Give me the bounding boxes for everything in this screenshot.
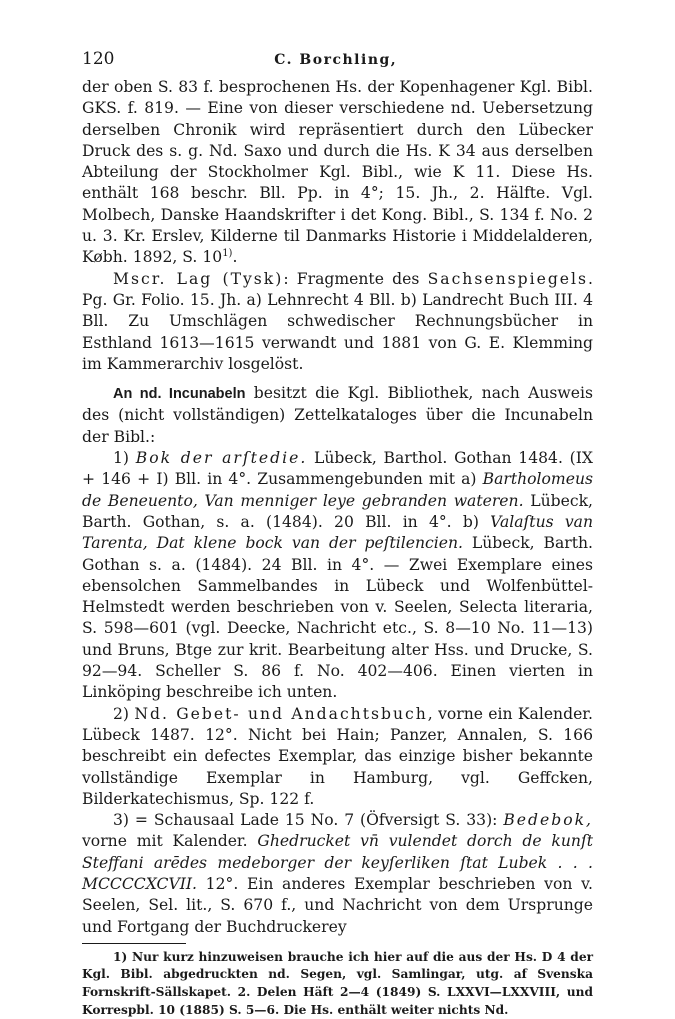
text-run: Lübeck, Barthol. Gothan 1484. (IX + 146 + I) Bll. in 4°. Zusammengebunden mit a) xyxy=(82,449,593,489)
page-number: 120 xyxy=(82,49,115,69)
text-run: , vorne ein Kalender. Lübeck 1487. 12°. Nicht bei Hain; Panzer, Annalen, S. 166 beschreibt ein defectes Exemplar, das einzige bisher bekannte vollständige Exemplar in Hamburg, vgl. Geffcken, Bilderkatechismus, Sp. 122 f. xyxy=(82,704,593,808)
work-title: Nd. Gebet- und Andachtsbuch xyxy=(134,704,428,723)
paragraph-5 xyxy=(82,704,593,810)
text-run: . xyxy=(232,248,238,267)
text-run: Lübeck, Barth. Gothan, s. a. (1484). 20 Bll. in 4°. b) xyxy=(82,491,593,531)
work-title: Sachsenspiegels xyxy=(427,269,589,288)
work-title: Bartholomeus de Beneuento, Van menniger leye gebranden wateren. xyxy=(82,470,593,510)
paragraph-6 xyxy=(82,810,593,938)
paragraph-3 xyxy=(82,383,593,448)
shelfmark: Mscr. Lag (Tysk) xyxy=(113,269,284,288)
work-title: Valaſtus van Tarenta, Dat klene bock van der peſtilencien. xyxy=(82,512,593,553)
paragraph-1 xyxy=(82,77,593,269)
paragraph-4 xyxy=(82,448,593,704)
text-run: 2) xyxy=(113,704,135,723)
text-run: 1) xyxy=(113,449,136,468)
work-title: Bedebok, xyxy=(503,811,593,830)
paragraph-2 xyxy=(82,269,593,375)
text-run: Lübeck, Barth. Gothan s. a. (1484). 24 Bll. in 4°. — Zwei Exemplare eines ebensolchen Sammelbandes in Lübeck und Wolfenbüttel-Helmstedt werden beschrieben von v. Seelen, Selecta literaria, S. 598—601 (vgl. Deecke, Nachricht etc., S. 8—10 No. 11—13) und Bruns, Btge zur krit. Bearbeitung alter Hss. und Drucke, S. 92—94. Scheller S. 86 f. No. 402—406. Einen vierten in Linköping beschreibe ich unten. xyxy=(82,534,593,702)
work-title: Bok der arſtedie. xyxy=(135,449,308,468)
text-run: . Pg. Gr. Folio. 15. Jh. a) Lehnrecht 4 Bll. b) Landrecht Buch III. 4 Bll. Zu Umschlägen schwedischer Rechnungsbücher in Esthland 1613—1615 verwandt und 1881 von G. E. Klemming im Kammerarchiv losgelöst. xyxy=(82,269,593,373)
footnote-marker: 1) xyxy=(222,248,233,260)
running-head xyxy=(82,48,593,71)
text-run: besitzt die Kgl. Bibliothek, nach Ausweis des (nicht vollständigen) Zettelkataloges über die Incunabeln der Bibl.: xyxy=(82,384,593,446)
colophon: Ghedrucket vn̄ vulendet dorch de kunſt Steffani arēdes medeborger der keyſerliken ſtat Lubek . . . MCCCCXCVII. xyxy=(82,832,593,893)
main-text xyxy=(82,77,593,938)
text-run: vorne mit Kalender. xyxy=(82,832,258,851)
section-heading: An nd. Incunabeln xyxy=(113,386,246,403)
footnote-rule xyxy=(82,943,186,944)
text-run: der oben S. 83 f. besprochenen Hs. der Kopenhagener Kgl. Bibl. GKS. f. 819. — Eine von dieser verschiedene nd. Uebersetzung derselben Chronik wird repräsentiert durch den Lübecker Druck des s. g. Nd. Saxo und durch die Hs. K 34 aus derselben Abteilung der Stockholmer Kgl. Bibl., wie K 11. Diese Hs. enthält 168 beschr. Bll. Pp. in 4°; 15. Jh., 2. Hälfte. Vgl. Molbech, Danske Haandskrifter i det Kong. Bibl., S. 134 f. No. 2 u. 3. Kr. Erslev, Kilderne til Danmarks Historie i Middelalderen, Købh. 1892, S. 10 xyxy=(82,78,593,267)
text-run: 12°. Ein anderes Exemplar beschrieben von v. Seelen, Sel. lit., S. 670 f., und Nachricht von dem Ursprunge und Fortgang der Buchdruckerey xyxy=(82,874,593,936)
footnote xyxy=(82,949,593,1019)
text-run: : Fragmente des xyxy=(283,269,428,288)
footnote-text: 1) Nur kurz hinzuweisen brauche ich hier auf die aus der Hs. D 4 der Kgl. Bibl. abgedruckten nd. Segen, vgl. Samlingar, utg. af Svenska Fornskrift-Sällskapet. 2. Delen Häft 2—4 (1849) S. LXXVI—LXXVIII, und Korrespbl. 10 (1885) S. 5—6. Die Hs. enthält weiter nichts Nd. xyxy=(82,949,593,1017)
text-run: 3) = Schausaal Lade 15 No. 7 (Öfversigt S. 33): xyxy=(113,811,504,830)
running-head-author: C. Borchling, xyxy=(274,52,398,68)
